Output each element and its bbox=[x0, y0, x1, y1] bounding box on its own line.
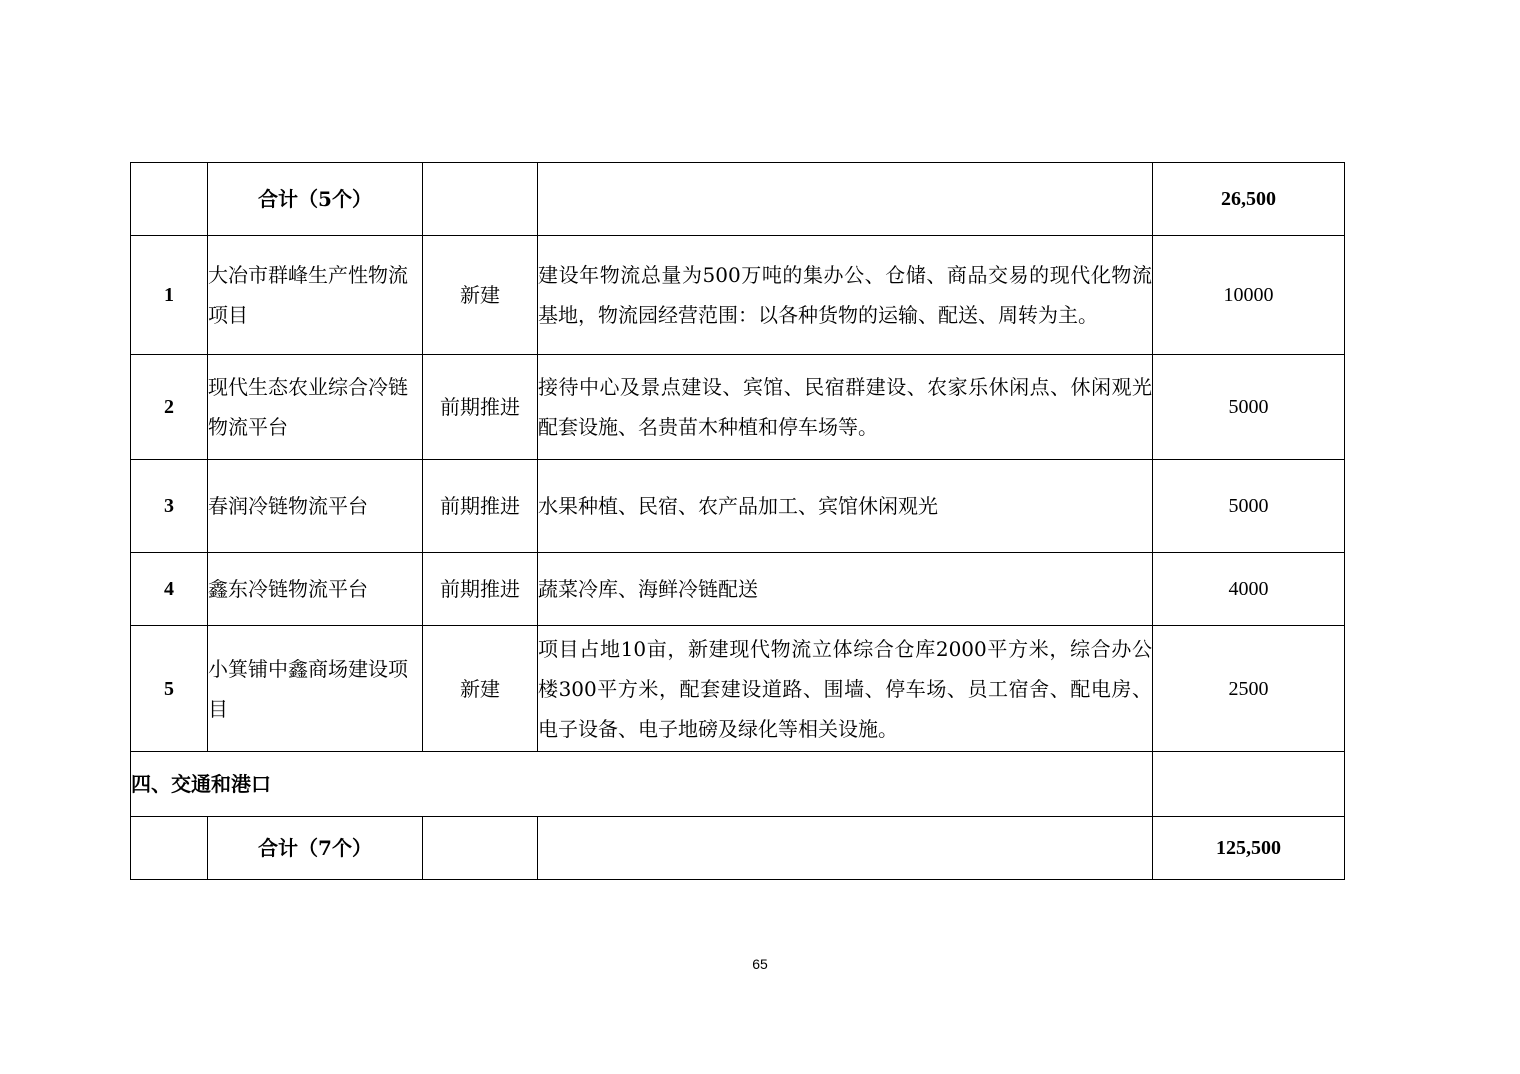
table-row bbox=[131, 460, 1345, 553]
subtotal-amount: 26,500 bbox=[1153, 163, 1345, 236]
row-number: 2 bbox=[131, 355, 208, 460]
row-number: 4 bbox=[131, 553, 208, 626]
table-row bbox=[131, 626, 1345, 752]
subtotal-row bbox=[131, 163, 1345, 236]
project-amount: 5000 bbox=[1153, 355, 1345, 460]
subtotal-status-cell bbox=[423, 817, 538, 880]
project-content: 水果种植、民宿、农产品加工、宾馆休闲观光 bbox=[538, 460, 1153, 553]
subtotal-amount: 125,500 bbox=[1153, 817, 1345, 880]
table-row bbox=[131, 355, 1345, 460]
project-content: 建设年物流总量为500万吨的集办公、仓储、商品交易的现代化物流基地，物流园经营范围：以各种货物的运输、配送、周转为主。 bbox=[538, 236, 1153, 355]
subtotal-label: 合计（7个） bbox=[208, 817, 423, 880]
project-status: 新建 bbox=[423, 626, 538, 752]
project-status: 前期推进 bbox=[423, 355, 538, 460]
subtotal-status-cell bbox=[423, 163, 538, 236]
table-row bbox=[131, 236, 1345, 355]
project-name: 小箕铺中鑫商场建设项目 bbox=[208, 626, 423, 752]
project-content: 项目占地10亩，新建现代物流立体综合仓库2000平方米，综合办公楼300平方米，配套建设道路、围墙、停车场、员工宿舍、配电房、电子设备、电子地磅及绿化等相关设施。 bbox=[538, 626, 1153, 752]
project-amount: 10000 bbox=[1153, 236, 1345, 355]
project-name: 春润冷链物流平台 bbox=[208, 460, 423, 553]
project-content: 接待中心及景点建设、宾馆、民宿群建设、农家乐休闲点、休闲观光配套设施、名贵苗木种植和停车场等。 bbox=[538, 355, 1153, 460]
project-amount: 2500 bbox=[1153, 626, 1345, 752]
project-status: 前期推进 bbox=[423, 460, 538, 553]
section-row bbox=[131, 752, 1345, 817]
subtotal-content-cell bbox=[538, 163, 1153, 236]
subtotal-content-cell bbox=[538, 817, 1153, 880]
row-number: 5 bbox=[131, 626, 208, 752]
subtotal-num-cell bbox=[131, 163, 208, 236]
page-number: 65 bbox=[752, 956, 768, 972]
section-amount-cell bbox=[1153, 752, 1345, 817]
subtotal-label: 合计（5个） bbox=[208, 163, 423, 236]
subtotal-row bbox=[131, 817, 1345, 880]
project-name: 鑫东冷链物流平台 bbox=[208, 553, 423, 626]
project-amount: 5000 bbox=[1153, 460, 1345, 553]
row-number: 3 bbox=[131, 460, 208, 553]
project-content: 蔬菜冷库、海鲜冷链配送 bbox=[538, 553, 1153, 626]
project-status: 前期推进 bbox=[423, 553, 538, 626]
subtotal-num-cell bbox=[131, 817, 208, 880]
project-name: 大冶市群峰生产性物流项目 bbox=[208, 236, 423, 355]
project-name: 现代生态农业综合冷链物流平台 bbox=[208, 355, 423, 460]
project-amount: 4000 bbox=[1153, 553, 1345, 626]
project-table bbox=[130, 162, 1345, 880]
row-number: 1 bbox=[131, 236, 208, 355]
section-heading: 四、交通和港口 bbox=[131, 752, 1153, 817]
project-status: 新建 bbox=[423, 236, 538, 355]
table-row bbox=[131, 553, 1345, 626]
